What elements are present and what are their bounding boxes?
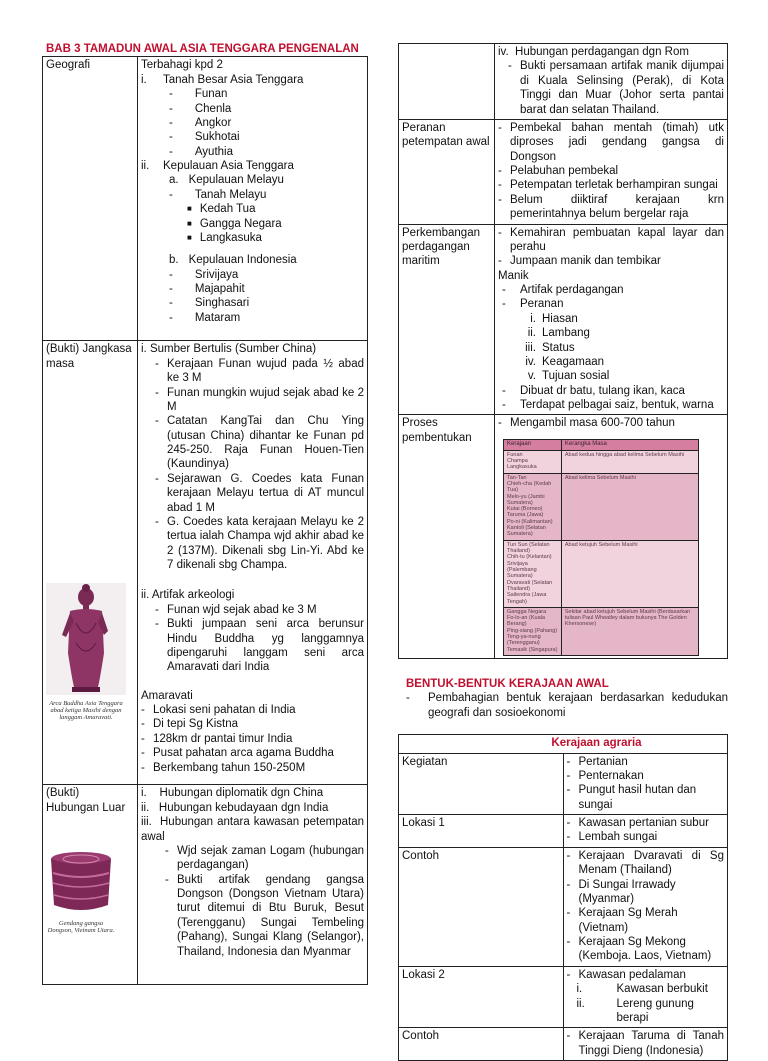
kebudayaan-item: ii. Hubungan kebudayaan dgn India (141, 801, 329, 814)
right-column (398, 43, 728, 1061)
list-item: Kemahiran pembuatan kapal layar dan perahu (510, 226, 724, 253)
list-item: Chenla (194, 102, 232, 115)
bronze-drum-image (46, 849, 116, 915)
kingdom-timeframe-table (503, 439, 699, 656)
list-item: Kawasan pertanian subur (578, 817, 709, 830)
list-item: Kerajaan Sg Merah (Vietnam) (578, 907, 678, 934)
list-item: Wjd sejak zaman Logam (hubungan perdagangan) (177, 844, 364, 872)
contoh1-content: - Kerajaan Dvaravati di Sg Menam (Thailand) - Di Sungai Irrawady (Myanmar) - Kerajaan Sg Merah (Vietnam) - Kerajaan Sg Mekong (Kemboja. Laos, Vietnam) (563, 847, 728, 966)
statue-figure (46, 583, 134, 722)
kingdom-cell: Funan Champa Langkasuka (504, 450, 562, 473)
list-item: Dibuat dr batu, tulang ikan, kaca (520, 384, 685, 397)
row-jangkasa (43, 341, 368, 785)
perkembangan-label: Perkembangan perdagangan maritim (399, 224, 495, 415)
artifact-heading: ii. Artifak arkeologi (141, 589, 235, 602)
row-lokasi1 (399, 815, 728, 848)
list-item: Status (542, 341, 575, 354)
row-peranan (399, 119, 728, 224)
list-item: Ayuthia (194, 145, 233, 158)
jangkasa-content: i. Sumber Bertulis (Sumber China) - Kerajaan Funan wujud pada ½ abad ke 3 M - Funan mungkin wujud sejak abad ke 2 M - Catatan KangTai dan Chu Ying (utusan China) dihantar ke Funan pd 245-250. Raja Funan Houen-Tien (Kaundinya) - Sejarawan G. Coedes kata Funan kerajaan Melayu tertua di AT muncul abad 1 M - G. Coedes kata kerajaan Melayu ke 2 tertua ialah Champa wjd akhir abad ke 2 (137M). Dikenali sbg Lin-Yi. Abd ke 7 dikenali sbg Champa. ii. Artifak arkeologi - Funan wjd sejak abad ke 3 M - Bukti jumpaan seni arca berunsur Hindu Buddha yg langgamnya dipengaruhi langgam seni arca Amaravati dari India Amaravati - Lokasi seni pahatan di India - Di tepi Sg Kistna - 128km dr pantai timur India - Pusat pahatan arca agama Buddha - Berkembang tahun 150-250M (138, 341, 368, 785)
list-item: Lambang (542, 327, 590, 340)
list-item: ■ Gangga Negara (187, 218, 282, 230)
row-proses (399, 415, 728, 659)
list-item: Lokasi seni pahatan di India (153, 704, 296, 716)
contoh2-content: - Kerajaan Taruma di Tanah Tinggi Dieng (Indonesia) (563, 1028, 728, 1061)
proses-label: Proses pembentukan (399, 415, 495, 659)
rom-label-cell (399, 44, 495, 120)
list-item: Funan wjd sejak abad ke 3 M (167, 603, 317, 616)
timeframe-cell: Abad ketujuh Sebelum Masihi (561, 540, 698, 607)
agraria-header-row (399, 735, 728, 753)
agraria-heading: Kerajaan agraria (399, 735, 728, 753)
manik-heading: Manik (498, 269, 529, 282)
amaravati-heading: Amaravati (141, 689, 193, 702)
list-item: Singhasari (194, 297, 250, 310)
table-row (504, 450, 699, 473)
row-perkembangan (399, 224, 728, 415)
list-item: Sejarawan G. Coedes kata Funan kerajaan Melayu tertua di AT muncul abad 1 M (167, 472, 364, 514)
list-item: Kawasan pedalaman (578, 968, 686, 981)
list-item: Funan mungkin wujud sejak abad ke 2 M (167, 386, 364, 413)
list-item: Artifak perdagangan (520, 284, 624, 296)
marker: ii. (141, 160, 150, 172)
list-item: Pusat pahatan arca agama Buddha (153, 747, 334, 760)
contoh2-label: Contoh (399, 1028, 564, 1061)
bentuk-desc: Pembahagian bentuk kerajaan berdasarkan kedudukan geografi dan sosioekonomi (428, 692, 728, 719)
marker: iv. (525, 355, 536, 368)
buddha-statue-image (46, 583, 126, 695)
list-item: Kerajaan Taruma di Tanah Tinggi Dieng (Indonesia) (578, 1030, 724, 1057)
kingdom-cell: Tun Sun (Selatan Thailand) Chih-tu (Kelantan) Srivijaya (Palembang Sumatera) Dvaravati (Selatan Thailand) Sailendra (Jawa Tengah) (504, 540, 562, 607)
list-item: Penternakan (578, 769, 644, 782)
timeframe-cell: Abad kedua hingga abad kelima Sebelum Masihi (561, 450, 698, 473)
marker: iii. (525, 341, 536, 354)
list-item: Mataram (194, 311, 241, 324)
list-item: Jumpaan manik dan tembikar (510, 255, 661, 268)
list-item: Tanah Melayu (194, 188, 267, 201)
row-lokasi2 (399, 966, 728, 1028)
list-item: 128km dr pantai timur India (153, 732, 293, 745)
chapter-title: BAB 3 TAMADUN AWAL ASIA TENGGARA PENGENALAN (46, 43, 359, 55)
list-item: Di tepi Sg Kistna (153, 718, 239, 731)
table-row (504, 473, 699, 540)
list-item: Petempatan terletak berhampiran sungai (510, 179, 718, 192)
peranan-label: Peranan petempatan awal (399, 119, 495, 224)
marker: v. (527, 370, 536, 383)
list-item: Pelabuhan pembekal (510, 165, 619, 177)
diplomatik-item: i. Hubungan diplomatik dgn China (141, 787, 324, 800)
list-item: G. Coedes kata kerajaan Melayu ke 2 tertua ialah Champa wjd akhir abad ke 2 (137M). Dikenali sbg Lin-Yi. Abd ke 7 dikenali sbg Champa. (167, 515, 364, 571)
lokasi1-label: Lokasi 1 (399, 815, 564, 848)
mainland-heading: Tanah Besar Asia Tenggara (163, 73, 304, 86)
list-item: Kerajaan Sg Mekong (Kemboja. Laos, Vietnam) (578, 936, 712, 963)
bentuk-section: BENTUK-BENTUK KERAJAAN AWAL - Pembahagian bentuk kerajaan berdasarkan kedudukan geografi dan sosioekonomi (406, 678, 728, 719)
list-item: Terdapat pelbagai saiz, bentuk, warna (520, 399, 714, 411)
hubungan-content: i. Hubungan diplomatik dgn China ii. Hubungan kebudayaan dgn India iii. Hubungan antara kawasan petempatan awal - Wjd sejak zaman Logam (hubungan perdagangan) - Bukti artifak gendang gangsa Dongson (Dongson Vietnam Utara) turut ditemui di Btu Buruk, Besut (Terengganu) Sungai Tembeling (Pahang), Sungai Klang (Selangor), Thailand, Indonesia dan Myanmar (138, 785, 368, 985)
list-item: Tujuan sosial (542, 370, 610, 383)
list-item: Keagamaan (542, 355, 605, 368)
column-header: Kerajaan (504, 439, 562, 450)
list-item: Mengambil masa 600-700 tahun (510, 417, 675, 430)
list-item: Funan (194, 88, 228, 101)
kingdom-cell: Tan-Tan Chieh-cha (Kedah Tua) Melo-yu (Jambi Sumatera) Kutai (Borneo) Taruma (Jawa) Po-ni (Kalimantan) Kantoli (Selatan Sumatera) (504, 473, 562, 540)
table-row (504, 607, 699, 655)
bentuk-title: BENTUK-BENTUK KERAJAAN AWAL (406, 678, 609, 691)
timeframe-cell: Sekitar abad ketujuh Sebelum Masihi (Berdasarkan tulisan Paul Wheatley dalam bukunya The Golden Khersonese) (561, 607, 698, 655)
rom-content: iv. Hubungan perdagangan dgn Rom - Bukti persamaan artifak manik dijumpai di Kuala Selinsing (Perak), di Kota Tinggi dan Muar (Johor serta pantai barat dan selatan Thailand. (495, 44, 728, 120)
column-header: Kerangka Masa (561, 439, 698, 450)
contoh1-label: Contoh (399, 847, 564, 966)
list-item: Peranan (520, 298, 564, 311)
list-item: Catatan KangTai dan Chu Ying (utusan China) dihantar ke Funan pd 245-250. Raja Funan Houen-Tien (Kaundinya) (167, 415, 364, 471)
perkembangan-content: - Kemahiran pembuatan kapal layar dan perahu - Jumpaan manik dan tembikar Manik - Artifak perdagangan - Peranan i. Hiasan ii. Lambang iii. Status iv. Keagamaan v. Tujuan sosial - Dibuat dr batu, tulang ikan, kaca - Terdapat pelbagai saiz, bentuk, warna (495, 224, 728, 415)
kingdom-header-row (504, 439, 699, 450)
marker: i. (530, 312, 536, 325)
list-item: ■ Kedah Tua (187, 203, 255, 215)
kegiatan-content: - Pertanian - Penternakan - Pungut hasil hutan dan sungai (563, 753, 728, 815)
list-item: Kerajaan Funan wujud pada ½ abad ke 3 M (167, 357, 364, 385)
islands-heading: Kepulauan Asia Tenggara (163, 160, 294, 172)
drum-caption: Gendang gangsa Dongson, Vietnam Utara. (47, 919, 115, 934)
hubungan-label-cell (43, 785, 138, 985)
jangkasa-label-cell (43, 341, 138, 785)
jangkasa-label: (Bukti) Jangkasa masa (46, 343, 132, 370)
row-hubungan (43, 785, 368, 985)
left-column (42, 0, 368, 985)
kingdom-cell: Gangga Negara Fo-lo-an (Kuala Berang) Ping-siang (Pahang) Teng-ya-nung (Terengganu) Temasik (Singapura) (504, 607, 562, 655)
timeframe-cell: Abad kelima Sebelum Masihi (561, 473, 698, 540)
marker: b. (169, 254, 179, 267)
row-rom (399, 44, 728, 120)
row-contoh2 (399, 1028, 728, 1061)
lokasi2-content: - Kawasan pedalaman i. Kawasan berbukit ii. Lereng gunung berapi (563, 966, 728, 1028)
list-item: Di Sungai Irrawady (Myanmar) (578, 878, 676, 905)
marker: i. (576, 983, 583, 996)
sources-heading: i. Sumber Bertulis (Sumber China) (141, 343, 317, 356)
marker: a. (169, 174, 179, 187)
petempatan-item: iii. Hubungan antara kawasan petempatan awal (141, 816, 368, 843)
list-item: Pertanian (578, 755, 628, 768)
role-list (498, 312, 724, 384)
kegiatan-label: Kegiatan (399, 753, 564, 815)
row-kegiatan (399, 753, 728, 815)
lokasi2-label: Lokasi 2 (399, 966, 564, 1028)
statue-caption: Arca Buddha Asia Tenggara abad ketiga Masihi dengan langgam Amaravati. (49, 699, 123, 722)
row-geografi (43, 57, 368, 341)
list-item: Lembah sungai (578, 831, 658, 844)
list-item: Bukti persamaan artifak manik dijumpai di Kuala Selinsing (Perak), di Kota Tinggi dan Muar (Johor serta pantai barat dan selatan Thailand. (520, 60, 724, 116)
list-item: Lereng gunung berapi (616, 997, 694, 1024)
agraria-table (398, 734, 728, 1061)
list-item: Bukti jumpaan seni arca berunsur Hindu Buddha yg langgamnya dipengaruhi langgam seni arca Amaravati dari India (167, 618, 364, 674)
right-table (398, 43, 728, 659)
melayu-heading: Kepulauan Melayu (188, 174, 284, 187)
hubungan-label: (Bukti) Hubungan Luar (46, 787, 126, 814)
indonesia-heading: Kepulauan Indonesia (188, 254, 297, 267)
list-item: ■ Langkasuka (187, 232, 262, 244)
geografi-intro: Terbahagi kpd 2 (141, 59, 223, 72)
marker: ii. (576, 997, 585, 1010)
geografi-content: Terbahagi kpd 2 i. Tanah Besar Asia Tenggara - Funan - Chenla - Angkor - Sukhotai - Ayuthia ii. Kepulauan Asia Tenggara a. Kepulauan Melayu - Tanah Melayu ■ Kedah Tua ■ Gangga Negara ■ Langkasuka b. Kepulauan Indonesia - Srivijaya - Majapahit - Singhasari - Mataram (138, 57, 368, 341)
list-item: Sukhotai (194, 131, 240, 144)
list-item: Bukti artifak gendang gangsa Dongson (Dongson Vietnam Utara) turut ditemui di Btu Buruk, Besut (Terengganu) Sungai Tembeling (Pahang), Sungai Klang (Selangor), Thailand, Indonesia dan Myanmar (177, 873, 364, 958)
list-item: Srivijaya (194, 268, 239, 281)
list-item: Hiasan (542, 312, 578, 325)
marker: i. (141, 73, 147, 86)
row-contoh1 (399, 847, 728, 966)
left-table (42, 56, 368, 985)
peranan-content: - Pembekal bahan mentah (timah) utk diproses jadi gendang gangsa di Dongson - Pelabuhan pembekal - Petempatan terletak berhampiran sungai - Belum diiktiraf kerajaan krn pemerintahnya belum bergelar raja (495, 119, 728, 224)
marker: ii. (527, 327, 536, 340)
list-item: Angkor (194, 116, 232, 129)
lokasi1-content: - Kawasan pertanian subur - Lembah sungai (563, 815, 728, 848)
list-item: Pembekal bahan mentah (timah) utk diproses jadi gendang gangsa di Dongson (510, 121, 724, 163)
drum-figure (46, 849, 134, 934)
proses-content: - Mengambil masa 600-700 tahun Kerajaan Kerangka Masa Funan Champa Langkasuka Abad kedua hingga abad kelima Sebelum Masihi Tan-Tan Chieh-cha (Kedah Tua) Melo-yu (Jambi Sumatera) Kutai (Borneo) Taruma (Jawa) Po-ni (Kalimantan) Kantoli (Selatan Sumatera) Abad kelima Sebelum Masihi Tun Sun (Selatan Thailand) Chih-tu (Kelantan) Srivijaya (Palembang Sumatera) Dvaravati (Selatan Thailand) Sailendra (Jawa Tengah) Abad ketujuh Sebelum Masihi Gangga Negara Fo-lo-an (Kuala Berang) Ping-siang (Pahang) Teng-ya-nung (Terengganu) Temasik (Singapura) Sekitar abad ketujuh Sebelum Masihi (Berdasarkan tulisan Paul Wheatley dalam bukunya The Golden Khersonese) (495, 415, 728, 659)
list-item: Kawasan berbukit (616, 983, 708, 996)
table-row (504, 540, 699, 607)
rom-heading: iv. Hubungan perdagangan dgn Rom (498, 46, 689, 58)
geografi-label: Geografi (43, 57, 138, 341)
list-item: Belum diiktiraf kerajaan krn pemerintahnya belum bergelar raja (510, 193, 724, 221)
list-item: Berkembang tahun 150-250M (153, 761, 306, 774)
list-item: Pungut hasil hutan dan sungai (578, 784, 697, 811)
list-item: Kerajaan Dvaravati di Sg Menam (Thailand) (578, 849, 724, 877)
list-item: Majapahit (194, 283, 245, 295)
